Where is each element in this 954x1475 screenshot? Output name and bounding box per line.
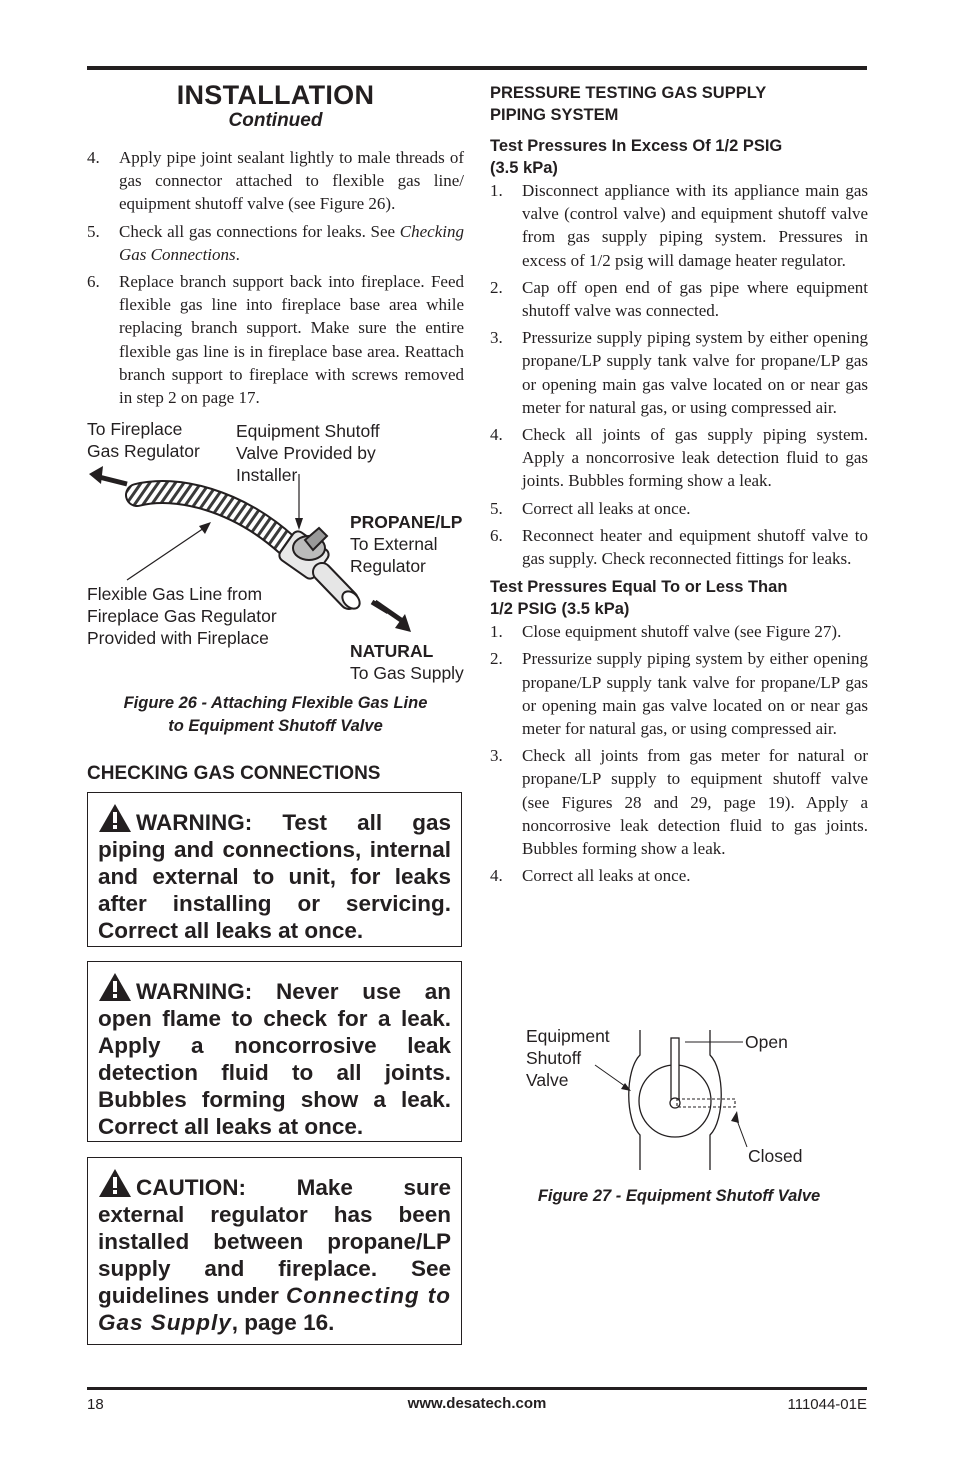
list-item: 4. Apply pipe joint sealant lightly to male threads of gas connector attached to flexible gas line/ equipment shutoff valve (see Figure 26).	[87, 148, 464, 214]
bottom-rule	[87, 1387, 867, 1390]
list-item: 1. Close equipment shutoff valve (see Figure 27).	[490, 622, 842, 642]
cross-reference: Checking Gas Connections	[119, 221, 464, 264]
label-valve: Equipment Shutoff Valve	[526, 1026, 610, 1090]
section-title: INSTALLATION	[176, 80, 375, 110]
subheading-excess: Test Pressures In Excess Of 1/2 PSIG (3.5 kPa)	[490, 137, 783, 177]
label-flexible-line: Flexible Gas Line from Fireplace Gas Regulator Provided with Fireplace	[87, 584, 277, 648]
document-number: 111044-01E	[787, 1396, 867, 1413]
warning-triangle-icon	[98, 1168, 132, 1198]
cross-reference: Connecting to Gas Supply	[98, 1283, 451, 1335]
pressure-testing-heading: PRESSURE TESTING GAS SUPPLY PIPING SYSTEM	[490, 84, 767, 124]
top-rule	[87, 66, 867, 70]
figure-27-caption: Figure 27 - Equipment Shutoff Valve	[537, 1187, 821, 1205]
list-item: 5. Correct all leaks at once.	[490, 498, 691, 518]
list-item: 3. Pressurize supply piping system by either opening propane/LP supply tank valve for propane/LP gas or opening main gas valve located on or near gas meter for natural gas, or using compressed air.	[490, 328, 868, 417]
warning-triangle-icon	[98, 972, 132, 1002]
website-url: www.desatech.com	[407, 1395, 547, 1412]
list-item: 1. Disconnect appliance with its appliance main gas valve (control valve) and equipment shutoff valve from gas supply piping system. Pressures in excess of 1/2 psig will damage heater regulator.	[490, 181, 868, 270]
warning-box-2: WARNING: Never use an open flame to check for a leak. Apply a noncorrosive leak detection fluid to all joints. Bubbles forming show a leak. Correct all leaks at once.	[87, 961, 462, 1142]
list-item: 2. Cap off open end of gas pipe where equipment shutoff valve was connected.	[490, 277, 868, 321]
label-shutoff-valve: Equipment Shutoff Valve Provided by Installer	[236, 421, 380, 485]
label-regulator: To Fireplace Gas Regulator	[87, 419, 200, 461]
label-open: Open	[745, 1032, 788, 1052]
subheading-equal-less: Test Pressures Equal To or Less Than 1/2 PSIG (3.5 kPa)	[490, 578, 788, 619]
list-item: 3. Check all joints from gas meter for natural or propane/LP supply to equipment shutoff valve (see Figures 28 and 29, page 19). Apply a noncorrosive leak detection fluid to gas joints. Bubbles forming show a leak.	[490, 746, 868, 859]
caution-box: CAUTION: Make sure external regulator has been installed between propane/LP supply and fireplace. See guidelines under Connecting to Gas Supply, page 16.	[87, 1157, 462, 1345]
list-item: 4. Correct all leaks at once.	[490, 866, 691, 886]
excess-steps	[490, 179, 868, 570]
label-propane: PROPANE/LP To External Regulator	[350, 512, 463, 576]
arrow-icon	[375, 600, 415, 636]
right-column	[490, 82, 868, 891]
shutoff-valve-diagram	[585, 1025, 755, 1175]
page-number: 18	[87, 1396, 104, 1413]
equal-less-steps	[490, 620, 868, 887]
list-item: 6. Reconnect heater and equipment shutoff valve to gas supply. Check reconnected fittings for leaks.	[490, 525, 868, 569]
list-item: 6. Replace branch support back into fireplace. Feed flexible gas line into fireplace base area while replacing branch support. Make sure the entire flexible gas line is in fireplace base area. Reattach branch support to fireplace with screws removed in step 2 on page 17.	[87, 272, 464, 408]
warning-triangle-icon	[98, 803, 132, 833]
label-natural: NATURAL To Gas Supply	[350, 641, 464, 683]
figure-26-caption: Figure 26 - Attaching Flexible Gas Line to Equipment Shutoff Valve	[123, 694, 428, 735]
label-closed: Closed	[748, 1146, 803, 1166]
section-subtitle: Continued	[228, 110, 323, 131]
warning-box-1: WARNING: Test all gas piping and connections, internal and external to unit, for leaks after installing or servicing. Correct all leaks at once.	[87, 792, 462, 947]
list-item: 2. Pressurize supply piping system by either opening propane/LP supply tank valve for propane/LP gas or opening main gas valve located on or near gas meter for natural gas, or using compressed air.	[490, 649, 868, 739]
left-column	[87, 80, 464, 413]
install-steps	[87, 146, 464, 409]
checking-heading: CHECKING GAS CONNECTIONS	[87, 763, 381, 784]
list-item: 5. Check all gas connections for leaks. See Checking Gas Connections.	[87, 221, 464, 264]
list-item: 4. Check all joints of gas supply piping system. Apply a noncorrosive leak detection fluid to gas joints. Bubbles forming show a leak.	[490, 425, 868, 491]
